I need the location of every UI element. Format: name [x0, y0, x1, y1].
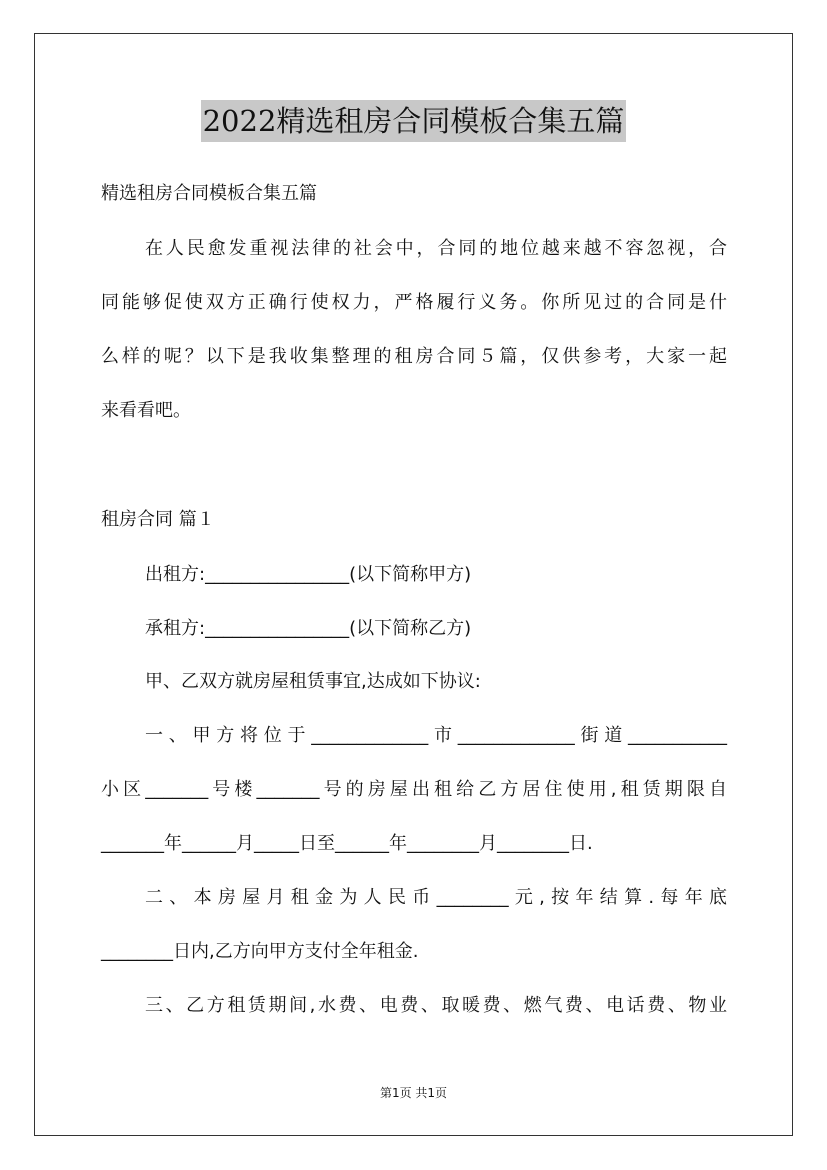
clause-1-line-3: _______年______月_____日至______年________月________日.: [101, 833, 593, 854]
intro-line-4: 来看看吧。: [101, 400, 191, 421]
intro-line-1: 在人民愈发重视法律的社会中，合同的地位越来越不容忽视，合: [145, 238, 727, 259]
clause-2-line-2: ________日内,乙方向甲方支付全年租金.: [101, 941, 419, 962]
intro-line-2: 同能够促使双方正确行使权力，严格履行义务。你所见过的合同是什: [101, 292, 727, 313]
clause-3-line-1: 三、乙方租赁期间,水费、电费、取暖费、燃气费、电话费、物业: [145, 995, 727, 1016]
section-heading: 租房合同 篇１: [101, 509, 215, 530]
clause-2-line-1: 二、本房屋月租金为人民币________元,按年结算.每年底: [145, 887, 727, 908]
title-container: [0, 100, 827, 142]
clause-1-line-2: 小区_______号楼_______号的房屋出租给乙方居住使用,租赁期限自: [101, 779, 727, 800]
intro-line-3: 么样的呢？以下是我收集整理的租房合同５篇，仅供参考，大家一起: [101, 346, 727, 367]
page-footer: 第1页 共1页: [379, 1086, 448, 1100]
document-subtitle: 精选租房合同模板合集五篇: [101, 183, 317, 204]
lessee-line: 承租方:________________(以下简称乙方): [145, 618, 472, 639]
clause-1-line-1: 一、甲方将位于_____________市_____________街道___________: [145, 725, 727, 746]
agreement-intro-line: 甲、乙双方就房屋租赁事宜,达成如下协议:: [145, 671, 481, 692]
document-title: 2022精选租房合同模板合集五篇: [201, 100, 627, 142]
lessor-line: 出租方:________________(以下简称甲方): [145, 564, 472, 585]
